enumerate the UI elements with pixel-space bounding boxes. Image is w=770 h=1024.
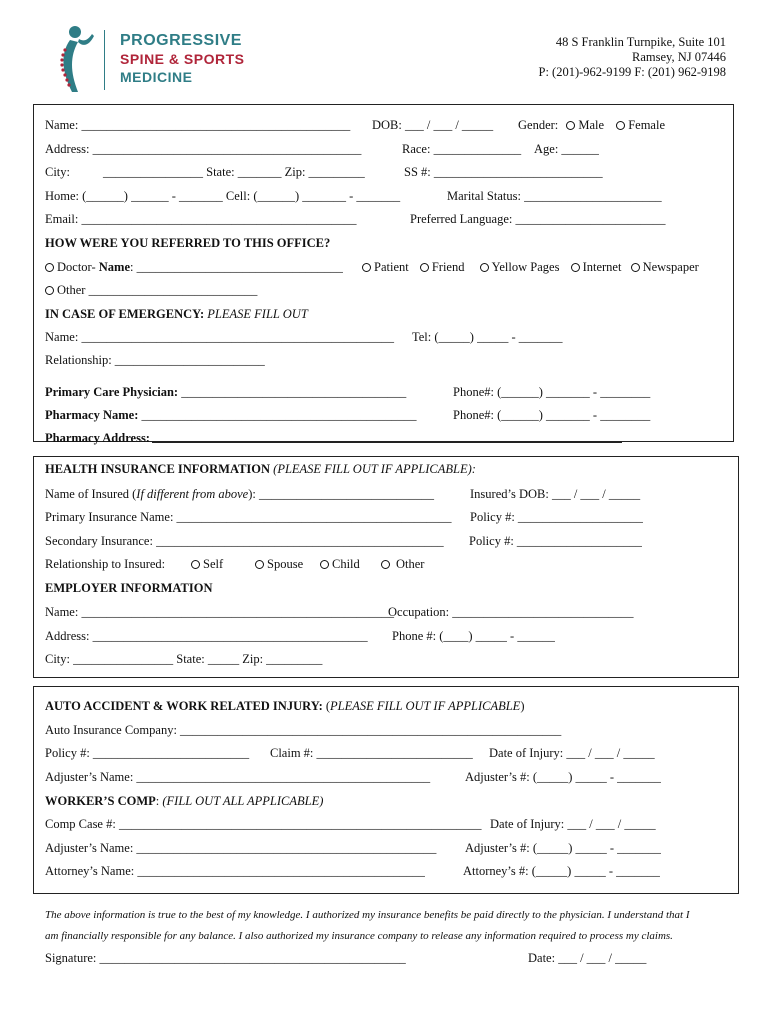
referral-heading: HOW WERE YOU REFERRED TO THIS OFFICE? <box>45 236 331 250</box>
emergency-heading-text: IN CASE OF EMERGENCY: <box>45 307 205 321</box>
auto-company-field[interactable]: Auto Insurance Company: _____________________________________________________________ <box>45 723 562 737</box>
patient-age-field[interactable]: Age: ______ <box>534 142 599 156</box>
logo-line1: PROGRESSIVE <box>120 32 242 49</box>
auto-heading: AUTO ACCIDENT & WORK RELATED INJURY: (PLEASE FILL OUT IF APPLICABLE) <box>45 699 525 713</box>
doctor-name-label: Name <box>98 260 130 274</box>
logo-figure-icon <box>50 24 96 94</box>
auto-date-injury-field[interactable]: Date of Injury: ___ / ___ / _____ <box>489 746 655 760</box>
patient-radio[interactable] <box>362 263 371 272</box>
child-label: Child <box>332 557 360 571</box>
header-phone: P: (201)-962-9199 F: (201) 962-9198 <box>538 65 726 79</box>
auto-adjuster-number-field[interactable]: Adjuster’s #: (_____) _____ - _______ <box>465 770 661 784</box>
yellow-pages-label: Yellow Pages <box>491 260 560 274</box>
auto-heading-note: PLEASE FILL OUT IF APPLICABLE <box>330 699 521 713</box>
secondary-policy-field[interactable]: Policy #: ____________________ <box>469 534 642 548</box>
emergency-tel-field[interactable]: Tel: (_____) _____ - _______ <box>412 330 563 344</box>
pharmacy-field[interactable] <box>45 408 417 423</box>
employer-address-field[interactable]: Address: ____________________________________________ <box>45 629 368 643</box>
employer-name-field[interactable]: Name: __________________________________________________ <box>45 605 394 619</box>
insured-name-line[interactable]: ): ____________________________ <box>248 487 434 501</box>
other-relationship-radio[interactable] <box>381 560 390 569</box>
pharmacy-address-label: Pharmacy Address: <box>45 431 150 445</box>
relationship-self-option <box>191 557 223 572</box>
other-referral-field[interactable]: Other ___________________________ <box>57 283 258 297</box>
auto-heading-text: AUTO ACCIDENT & WORK RELATED INJURY: <box>45 699 323 713</box>
pharmacy-label: Pharmacy Name: <box>45 408 139 422</box>
patient-name-field[interactable]: Name: ___________________________________________ <box>45 118 351 132</box>
footer-statement-line1: The above information is true to the best of my knowledge. I authorized my insurance benefits be paid directly to the physician. I understand that I <box>45 909 690 921</box>
insured-name-label-i: If different from above <box>136 487 249 501</box>
other-referral-radio[interactable] <box>45 286 54 295</box>
friend-label: Friend <box>431 260 465 274</box>
relationship-other-option <box>381 557 424 572</box>
pharmacy-address-line[interactable] <box>152 442 622 443</box>
relationship-insured-label: Relationship to Insured: <box>45 557 166 571</box>
spouse-radio[interactable] <box>255 560 264 569</box>
auto-policy-field[interactable]: Policy #: _________________________ <box>45 746 250 760</box>
secondary-insurance-field[interactable]: Secondary Insurance: ______________________________________________ <box>45 534 444 548</box>
newspaper-label: Newspaper <box>642 260 699 274</box>
friend-radio[interactable] <box>420 263 429 272</box>
employer-heading: EMPLOYER INFORMATION <box>45 581 213 595</box>
comp-adjuster-number-field[interactable]: Adjuster’s #: (_____) _____ - _______ <box>465 841 661 855</box>
pcp-line[interactable]: ____________________________________ <box>178 385 407 399</box>
insurance-heading-note: (PLEASE FILL OUT IF APPLICABLE): <box>273 462 476 476</box>
employer-phone-field[interactable]: Phone #: (____) _____ - ______ <box>392 629 555 643</box>
referral-doctor-option <box>45 260 343 275</box>
spouse-label: Spouse <box>267 557 304 571</box>
patient-dob-field[interactable]: DOB: ___ / ___ / _____ <box>372 118 494 132</box>
patient-option-label: Patient <box>374 260 409 274</box>
logo-line2: SPINE & SPORTS <box>120 51 245 67</box>
doctor-label: Doctor- <box>57 260 96 274</box>
pcp-phone-field[interactable]: Phone#: (______) _______ - ________ <box>453 385 651 399</box>
footer-statement-line2: am financially responsible for any balance. I also authorized my insurance company to release any information required to process my claims. <box>45 930 673 942</box>
patient-email-field[interactable]: Email: ____________________________________________ <box>45 212 357 226</box>
patient-language-field[interactable]: Preferred Language: ________________________ <box>410 212 666 226</box>
emergency-heading <box>45 307 308 322</box>
patient-ss-field[interactable]: SS #: ___________________________ <box>404 165 603 179</box>
emergency-relationship-field[interactable]: Relationship: ________________________ <box>45 353 265 367</box>
pharmacy-line[interactable]: ____________________________________________ <box>138 408 417 422</box>
patient-marital-field[interactable]: Marital Status: ______________________ <box>447 189 662 203</box>
primary-policy-field[interactable]: Policy #: ____________________ <box>470 510 643 524</box>
female-radio[interactable] <box>616 121 625 130</box>
yellow-pages-radio[interactable] <box>480 263 489 272</box>
auto-adjuster-field[interactable]: Adjuster’s Name: _______________________________________________ <box>45 770 431 784</box>
doctor-radio[interactable] <box>45 263 54 272</box>
newspaper-radio[interactable] <box>631 263 640 272</box>
pcp-label: Primary Care Physician: <box>45 385 179 399</box>
internet-label: Internet <box>582 260 622 274</box>
workers-comp-heading-text: WORKER’S COMP <box>45 794 156 808</box>
emergency-name-field[interactable]: Name: __________________________________________________ <box>45 330 394 344</box>
comp-attorney-number-field[interactable]: Attorney’s #: (_____) _____ - _______ <box>463 864 660 878</box>
employer-city-field[interactable]: City: ________________ State: _____ Zip: _________ <box>45 652 323 666</box>
comp-attorney-field[interactable]: Attorney’s Name: ______________________________________________ <box>45 864 425 878</box>
patient-city-state-zip-field[interactable]: ________________ State: _______ Zip: _________ <box>103 165 365 179</box>
comp-adjuster-field[interactable]: Adjuster’s Name: ________________________________________________ <box>45 841 437 855</box>
signature-field[interactable]: Signature: _________________________________________________ <box>45 951 406 965</box>
insured-name-field[interactable] <box>45 487 434 502</box>
auto-claim-field[interactable]: Claim #: _________________________ <box>270 746 473 760</box>
auto-section-box <box>33 686 739 894</box>
primary-insurance-field[interactable]: Primary Insurance Name: ____________________________________________ <box>45 510 452 524</box>
patient-city-label: City: <box>45 165 71 179</box>
employer-occupation-field[interactable]: Occupation: _____________________________ <box>388 605 634 619</box>
logo <box>50 24 260 96</box>
referral-other-options <box>362 260 699 275</box>
patient-phone-field[interactable]: Home: (______) ______ - _______ Cell: (______) _______ - _______ <box>45 189 401 203</box>
gender-label: Gender: <box>518 118 559 132</box>
comp-case-field[interactable]: Comp Case #: __________________________________________________________ <box>45 817 482 831</box>
other-relationship-label: Other <box>396 557 425 571</box>
relationship-child-option <box>320 557 360 572</box>
self-radio[interactable] <box>191 560 200 569</box>
gender-group <box>518 118 665 133</box>
workers-comp-heading-note: (FILL OUT ALL APPLICABLE) <box>162 794 324 808</box>
child-radio[interactable] <box>320 560 329 569</box>
referral-other-option <box>45 283 257 298</box>
doctor-name-field[interactable]: : _________________________________ <box>130 260 343 274</box>
pharmacy-phone-field[interactable]: Phone#: (______) _______ - ________ <box>453 408 651 422</box>
signature-date-field[interactable]: Date: ___ / ___ / _____ <box>528 951 647 965</box>
patient-address-field[interactable]: Address: ___________________________________________ <box>45 142 362 156</box>
header-address2: Ramsey, NJ 07446 <box>632 50 726 64</box>
internet-radio[interactable] <box>571 263 580 272</box>
relationship-spouse-option <box>255 557 303 572</box>
self-label: Self <box>203 557 224 571</box>
patient-race-field[interactable]: Race: ______________ <box>402 142 522 156</box>
workers-comp-heading: WORKER’S COMP: (FILL OUT ALL APPLICABLE) <box>45 794 324 808</box>
comp-date-injury-field[interactable]: Date of Injury: ___ / ___ / _____ <box>490 817 656 831</box>
pcp-field[interactable] <box>45 385 406 400</box>
male-radio[interactable] <box>566 121 575 130</box>
logo-line3: MEDICINE <box>120 69 193 85</box>
insured-name-label-a: Name of Insured ( <box>45 487 137 501</box>
male-label: Male <box>578 118 605 132</box>
insurance-heading <box>45 462 476 477</box>
emergency-heading-note: PLEASE FILL OUT <box>207 307 308 321</box>
insurance-heading-text: HEALTH INSURANCE INFORMATION <box>45 462 271 476</box>
insured-dob-field[interactable]: Insured’s DOB: ___ / ___ / _____ <box>470 487 641 501</box>
female-label: Female <box>628 118 665 132</box>
header-address1: 48 S Franklin Turnpike, Suite 101 <box>555 35 726 49</box>
